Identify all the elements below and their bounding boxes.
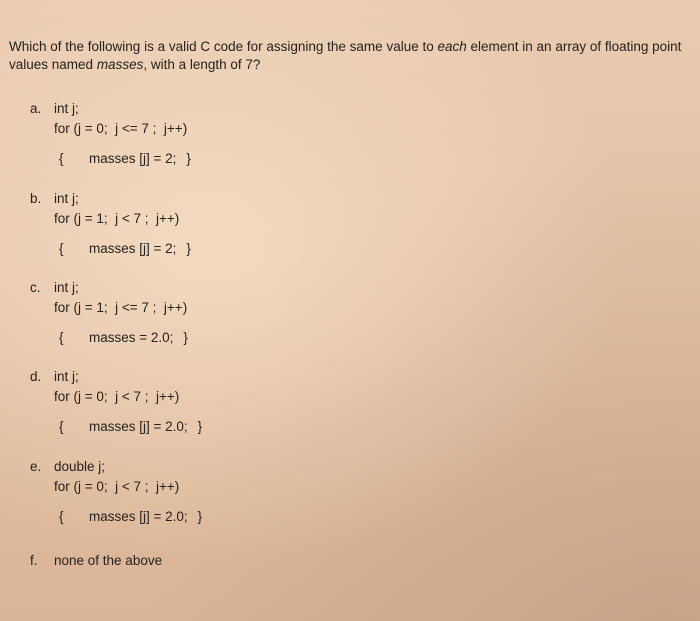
- code-assignment: masses [j] = 2;: [89, 241, 177, 256]
- code-assignment: masses [j] = 2.0;: [89, 419, 188, 434]
- code-for-loop: for (j = 0; j < 7 ; j++): [54, 389, 180, 404]
- question-part-2: element in an array of floating point values named: [9, 39, 682, 72]
- open-brace: {: [59, 509, 64, 524]
- code-for-loop: for (j = 1; j <= 7 ; j++): [54, 300, 188, 315]
- code-declaration: double j;: [54, 459, 106, 474]
- option-letter: b.: [30, 191, 42, 206]
- code-assignment: masses = 2.0;: [89, 330, 174, 345]
- code-loop-body: [59, 240, 191, 257]
- close-brace: }: [197, 509, 203, 524]
- option-letter: a.: [30, 101, 42, 116]
- open-brace: {: [59, 151, 64, 166]
- code-declaration: int j;: [54, 369, 79, 384]
- close-brace: }: [186, 241, 191, 256]
- question-part-3: , with a length of 7?: [143, 57, 261, 72]
- question-part-1: Which of the following is a valid C code for assigning the same value to: [9, 39, 438, 54]
- code-loop-body: [59, 418, 202, 435]
- option-letter: f.: [30, 553, 38, 568]
- close-brace: }: [183, 330, 188, 345]
- close-brace: }: [186, 151, 191, 166]
- option-text: none of the above: [54, 553, 163, 568]
- option-letter: c.: [30, 280, 41, 295]
- code-declaration: int j;: [54, 101, 79, 116]
- code-for-loop: for (j = 1; j < 7 ; j++): [54, 211, 180, 226]
- code-loop-body: [59, 150, 191, 167]
- question-text: [9, 38, 689, 74]
- code-loop-body: [59, 329, 188, 346]
- code-for-loop: for (j = 0; j <= 7 ; j++): [54, 121, 188, 136]
- question-emphasis-each: each: [437, 39, 467, 54]
- code-assignment: masses [j] = 2;: [89, 151, 177, 166]
- open-brace: {: [59, 419, 64, 434]
- option-letter: e.: [30, 459, 42, 474]
- open-brace: {: [59, 241, 64, 256]
- code-loop-body: [59, 508, 202, 525]
- question-emphasis-masses: masses: [96, 57, 144, 72]
- code-assignment: masses [j] = 2.0;: [89, 509, 188, 524]
- option-letter: d.: [30, 369, 42, 384]
- code-for-loop: for (j = 0; j < 7 ; j++): [54, 479, 180, 494]
- code-declaration: int j;: [54, 191, 79, 206]
- code-declaration: int j;: [54, 280, 79, 295]
- close-brace: }: [197, 419, 203, 434]
- open-brace: {: [59, 330, 64, 345]
